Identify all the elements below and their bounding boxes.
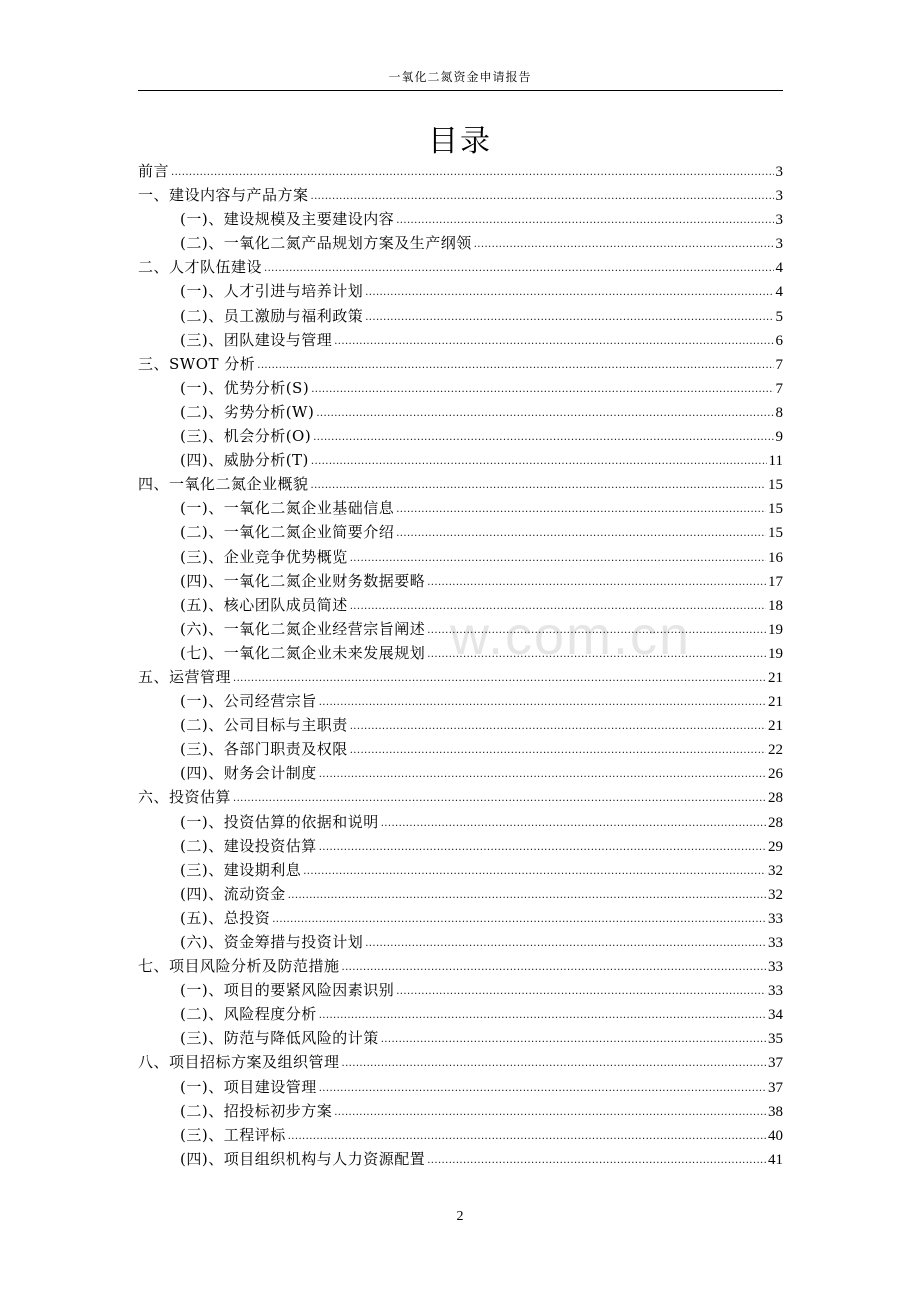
toc-entry-label: (七)、一氧化二氮企业未来发展规划 bbox=[180, 643, 426, 662]
toc-dot-leader bbox=[319, 1010, 766, 1021]
toc-entry-page: 6 bbox=[775, 332, 783, 349]
toc-entry-page: 9 bbox=[775, 429, 783, 446]
toc-entry[interactable] bbox=[138, 1124, 783, 1148]
toc-dot-leader bbox=[381, 1034, 766, 1045]
toc-dot-leader bbox=[311, 384, 773, 395]
toc-entry-label: 七、项目风险分析及防范措施 bbox=[138, 957, 340, 976]
toc-entry-page: 34 bbox=[768, 1007, 783, 1024]
toc-entry-page: 29 bbox=[768, 838, 783, 855]
toc-entry-label: (二)、一氧化二氮产品规划方案及生产纲领 bbox=[180, 234, 472, 253]
toc-entry[interactable] bbox=[138, 1027, 783, 1051]
toc-entry-label: (二)、招投标初步方案 bbox=[180, 1101, 333, 1120]
toc-entry[interactable] bbox=[138, 497, 783, 521]
toc-entry-page: 37 bbox=[768, 1079, 783, 1096]
toc-entry-page: 22 bbox=[768, 742, 783, 759]
toc-entry-label: 三、SWOT 分析 bbox=[138, 354, 256, 373]
toc-entry-label: 六、投资估算 bbox=[138, 788, 232, 807]
toc-entry-page: 33 bbox=[768, 935, 783, 951]
toc-entry-page: 18 bbox=[768, 597, 783, 614]
toc-entry[interactable] bbox=[138, 521, 783, 545]
toc-entry-label: (一)、项目建设管理 bbox=[180, 1077, 317, 1096]
toc-entry-page: 28 bbox=[768, 790, 783, 807]
toc-entry-page: 28 bbox=[768, 814, 783, 831]
toc-entry-label: (三)、团队建设与管理 bbox=[180, 330, 333, 349]
toc-entry-page: 17 bbox=[768, 573, 783, 590]
toc-entry[interactable] bbox=[138, 280, 783, 304]
toc-entry-label: (二)、一氧化二氮企业简要介绍 bbox=[180, 523, 395, 542]
toc-entry-page: 11 bbox=[768, 453, 783, 470]
toc-entry[interactable] bbox=[138, 449, 783, 473]
toc-entry-page: 7 bbox=[775, 380, 783, 397]
toc-entry-label: (四)、威胁分析(T) bbox=[180, 451, 309, 470]
toc-entry[interactable] bbox=[138, 618, 783, 642]
toc-entry-page: 4 bbox=[775, 284, 783, 301]
toc-entry-label: (三)、机会分析(O) bbox=[180, 427, 312, 446]
toc-entry[interactable] bbox=[138, 907, 783, 931]
table-of-contents bbox=[138, 160, 783, 1172]
toc-entry[interactable] bbox=[138, 859, 783, 883]
toc-entry-page: 32 bbox=[768, 886, 783, 903]
toc-dot-leader bbox=[396, 528, 766, 539]
toc-entry[interactable] bbox=[138, 1051, 783, 1075]
toc-dot-leader bbox=[342, 1058, 766, 1069]
toc-dot-leader bbox=[233, 673, 766, 684]
toc-entry[interactable] bbox=[138, 835, 783, 859]
toc-entry-label: (六)、一氧化二氮企业经营宗旨阐述 bbox=[180, 619, 426, 638]
toc-entry[interactable] bbox=[138, 305, 783, 329]
toc-entry[interactable] bbox=[138, 256, 783, 280]
toc-entry-page: 15 bbox=[768, 525, 783, 542]
toc-entry[interactable] bbox=[138, 1076, 783, 1100]
toc-entry[interactable] bbox=[138, 1148, 783, 1172]
toc-entry-label: (二)、员工激励与福利政策 bbox=[180, 306, 364, 325]
toc-entry-page: 3 bbox=[775, 212, 783, 229]
toc-dot-leader bbox=[257, 360, 773, 371]
toc-entry-label: (一)、人才引进与培养计划 bbox=[180, 282, 364, 301]
toc-entry-page: 21 bbox=[768, 669, 783, 686]
toc-dot-leader bbox=[365, 287, 773, 298]
toc-entry-label: (二)、建设投资估算 bbox=[180, 836, 317, 855]
toc-entry-label: (三)、建设期利息 bbox=[180, 860, 302, 879]
toc-dot-leader bbox=[319, 769, 766, 780]
toc-entry-label: (一)、建设规模及主要建设内容 bbox=[180, 210, 395, 229]
toc-dot-leader bbox=[264, 263, 773, 274]
toc-entry-label: (三)、工程评标 bbox=[180, 1125, 286, 1144]
toc-entry-label: 五、运营管理 bbox=[138, 667, 232, 686]
toc-dot-leader bbox=[233, 793, 766, 804]
toc-entry-label: (二)、劣势分析(W) bbox=[180, 402, 315, 421]
toc-entry[interactable] bbox=[138, 979, 783, 1003]
toc-entry-label: (三)、企业竞争优势概览 bbox=[180, 547, 348, 566]
toc-entry-page: 33 bbox=[768, 910, 783, 927]
toc-dot-leader bbox=[427, 1155, 766, 1166]
toc-entry[interactable] bbox=[138, 570, 783, 594]
toc-entry[interactable] bbox=[138, 473, 783, 497]
toc-entry[interactable] bbox=[138, 329, 783, 353]
toc-dot-leader bbox=[365, 938, 766, 949]
toc-dot-leader bbox=[350, 745, 766, 756]
toc-entry[interactable] bbox=[138, 401, 783, 425]
toc-entry[interactable] bbox=[138, 594, 783, 618]
toc-dot-leader bbox=[311, 191, 774, 202]
toc-dot-leader bbox=[427, 649, 766, 660]
toc-entry-page: 32 bbox=[768, 862, 783, 879]
toc-entry[interactable] bbox=[138, 425, 783, 449]
toc-entry[interactable] bbox=[138, 353, 783, 377]
toc-entry-label: 一、建设内容与产品方案 bbox=[138, 186, 309, 205]
toc-entry-label: (五)、总投资 bbox=[180, 908, 271, 927]
toc-dot-leader bbox=[316, 408, 773, 419]
toc-entry-label: (一)、一氧化二氮企业基础信息 bbox=[180, 499, 395, 518]
toc-entry-page: 7 bbox=[775, 356, 783, 373]
toc-entry[interactable] bbox=[138, 1100, 783, 1124]
toc-entry-label: (四)、流动资金 bbox=[180, 884, 286, 903]
toc-entry-label: (二)、公司目标与主职责 bbox=[180, 716, 348, 735]
toc-entry-page: 21 bbox=[768, 694, 783, 711]
toc-entry-label: 前言 bbox=[138, 162, 170, 180]
toc-entry-label: (一)、公司经营宗旨 bbox=[180, 692, 317, 711]
toc-dot-leader bbox=[288, 1131, 766, 1142]
toc-entry[interactable] bbox=[138, 786, 783, 810]
toc-dot-leader bbox=[272, 914, 766, 925]
toc-dot-leader bbox=[334, 1107, 766, 1118]
toc-dot-leader bbox=[171, 167, 773, 178]
toc-entry-label: 二、人才队伍建设 bbox=[138, 258, 263, 277]
toc-entry-page: 8 bbox=[775, 404, 783, 421]
toc-entry[interactable] bbox=[138, 666, 783, 690]
toc-entry-page: 15 bbox=[768, 501, 783, 518]
toc-entry[interactable] bbox=[138, 811, 783, 835]
toc-entry-label: (三)、各部门职责及权限 bbox=[180, 740, 348, 759]
toc-dot-leader bbox=[319, 697, 766, 708]
toc-entry[interactable] bbox=[138, 642, 783, 666]
toc-entry-label: (四)、项目组织机构与人力资源配置 bbox=[180, 1149, 426, 1168]
toc-entry-page: 35 bbox=[768, 1031, 783, 1048]
toc-entry-label: (四)、一氧化二氮企业财务数据要略 bbox=[180, 571, 426, 590]
toc-entry[interactable] bbox=[138, 738, 783, 762]
toc-entry[interactable] bbox=[138, 762, 783, 786]
toc-entry[interactable] bbox=[138, 184, 783, 208]
toc-dot-leader bbox=[396, 215, 773, 226]
toc-entry-label: (五)、核心团队成员简述 bbox=[180, 595, 348, 614]
toc-dot-leader bbox=[350, 721, 766, 732]
toc-entry-page: 3 bbox=[775, 188, 783, 205]
toc-entry-page: 19 bbox=[768, 645, 783, 662]
toc-entry-page: 33 bbox=[768, 983, 783, 1000]
toc-entry[interactable] bbox=[138, 160, 783, 184]
toc-entry-page: 16 bbox=[768, 549, 783, 566]
toc-entry[interactable] bbox=[138, 546, 783, 570]
toc-entry-page: 5 bbox=[775, 308, 783, 325]
page-number: 2 bbox=[456, 1209, 464, 1224]
toc-entry-page: 40 bbox=[768, 1127, 783, 1144]
toc-entry-label: 四、一氧化二氮企业概貌 bbox=[138, 475, 309, 494]
toc-entry[interactable] bbox=[138, 232, 783, 256]
toc-entry-page: 37 bbox=[768, 1055, 783, 1072]
toc-entry[interactable] bbox=[138, 208, 783, 232]
toc-entry-page: 19 bbox=[768, 621, 783, 638]
toc-entry-page: 26 bbox=[768, 766, 783, 783]
running-header: 一氧化二氮资金申请报告 bbox=[388, 70, 532, 84]
toc-dot-leader bbox=[319, 1083, 766, 1094]
toc-entry-label: (三)、防范与降低风险的计策 bbox=[180, 1029, 379, 1048]
page-title: 目录 bbox=[428, 124, 492, 159]
toc-dot-leader bbox=[288, 890, 766, 901]
toc-entry-page: 3 bbox=[775, 236, 783, 253]
toc-entry-page: 21 bbox=[768, 718, 783, 735]
toc-dot-leader bbox=[427, 625, 766, 636]
toc-dot-leader bbox=[311, 480, 766, 491]
toc-entry-label: (二)、风险程度分析 bbox=[180, 1005, 317, 1024]
toc-entry[interactable] bbox=[138, 377, 783, 401]
toc-entry-page: 3 bbox=[775, 164, 783, 180]
toc-dot-leader bbox=[365, 312, 773, 323]
watermark: w.com.cn bbox=[450, 606, 692, 666]
header-rule bbox=[138, 90, 783, 91]
toc-dot-leader bbox=[350, 601, 766, 612]
toc-entry-label: (四)、财务会计制度 bbox=[180, 764, 317, 783]
toc-entry-page: 38 bbox=[768, 1103, 783, 1120]
toc-entry-label: (六)、资金筹措与投资计划 bbox=[180, 933, 364, 951]
toc-entry-page: 41 bbox=[768, 1151, 783, 1168]
toc-dot-leader bbox=[303, 866, 766, 877]
toc-entry-page: 15 bbox=[768, 477, 783, 494]
toc-dot-leader bbox=[427, 577, 766, 588]
toc-entry-label: (一)、投资估算的依据和说明 bbox=[180, 812, 379, 831]
toc-entry[interactable] bbox=[138, 1003, 783, 1027]
toc-dot-leader bbox=[319, 842, 766, 853]
toc-entry-page: 4 bbox=[775, 260, 783, 277]
toc-entry-label: (一)、优势分析(S) bbox=[180, 378, 310, 397]
toc-entry-label: 八、项目招标方案及组织管理 bbox=[138, 1053, 340, 1072]
toc-dot-leader bbox=[396, 986, 766, 997]
toc-entry-label: (一)、项目的要紧风险因素识别 bbox=[180, 981, 395, 1000]
toc-dot-leader bbox=[313, 432, 773, 443]
toc-entry[interactable] bbox=[138, 714, 783, 738]
toc-dot-leader bbox=[396, 504, 766, 515]
toc-dot-leader bbox=[381, 818, 766, 829]
toc-dot-leader bbox=[311, 456, 767, 467]
toc-dot-leader bbox=[350, 553, 766, 564]
toc-dot-leader bbox=[342, 962, 766, 973]
toc-entry-page: 33 bbox=[768, 959, 783, 976]
toc-entry[interactable] bbox=[138, 883, 783, 907]
toc-dot-leader bbox=[334, 336, 773, 347]
toc-entry[interactable] bbox=[138, 955, 783, 979]
toc-entry[interactable] bbox=[138, 690, 783, 714]
toc-entry[interactable] bbox=[138, 931, 783, 955]
toc-dot-leader bbox=[474, 239, 774, 250]
